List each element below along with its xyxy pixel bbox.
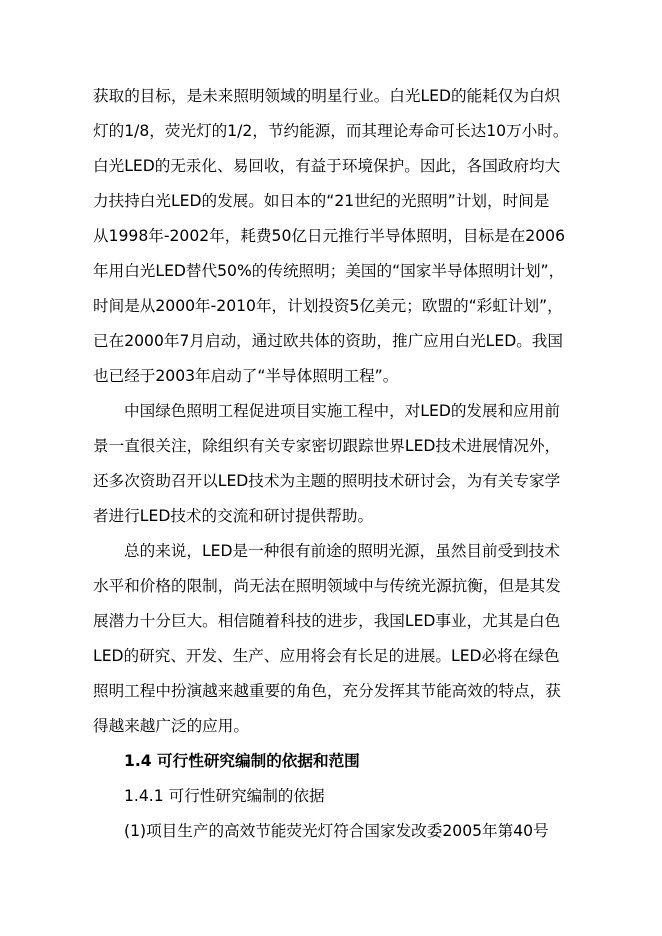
paragraph-line: 者进行LED技术的交流和研讨提供帮助。 [93,507,374,525]
paragraph-line: 年用白光LED替代50%的传统照明；美国的“国家半导体照明计划”， [93,262,565,280]
paragraph-line: 也已经于2003年启动了“半导体照明工程”。 [93,367,399,385]
subsection-heading: 1.4.1 可行性研究编制的依据 [124,787,325,805]
paragraph-line: 力扶持白光LED的发展。如日本的“21世纪的光照明”计划，时间是 [93,192,550,210]
paragraph-line: 得越来越广泛的应用。 [93,717,249,735]
paragraph-line: 照明工程中扮演越来越重要的角色，充分发挥其节能高效的特点，获 [93,682,561,700]
paragraph-line: 白光LED的无汞化、易回收，有益于环境保护。因此，各国政府均大 [93,157,561,175]
paragraph-line: 已在2000年7月启动，通过欧共体的资助，推广应用白光LED。我国 [93,332,563,350]
paragraph-line: 水平和价格的限制，尚无法在照明领域中与传统光源抗衡，但是其发 [93,577,561,595]
paragraph-line: 从1998年-2002年，耗费50亿日元推行半导体照明，目标是在2006 [93,227,565,245]
paragraph-line: (1)项目生产的高效节能荧光灯符合国家发改委2005年第40号 [124,822,549,840]
paragraph-line: 还多次资助召开以LED技术为主题的照明技术研讨会，为有关专家学 [93,472,561,490]
paragraph-line: 景一直很关注，除组织有关专家密切跟踪世界LED技术进展情况外， [93,437,561,455]
paragraph-line: 总的来说，LED是一种很有前途的照明光源，虽然目前受到技术 [124,542,560,560]
paragraph-line: 中国绿色照明工程促进项目实施工程中，对LED的发展和应用前 [124,402,560,420]
paragraph-line: 灯的1/8，荧光灯的1/2，节约能源，而其理论寿命可长达10万小时。 [93,122,569,140]
paragraph-line: 时间是从2000年-2010年，计划投资5亿美元；欧盟的“彩虹计划”， [93,297,563,315]
paragraph-line: LED的研究、开发、生产、应用将会有长足的进展。LED必将在绿色 [93,647,560,665]
paragraph-line: 展潜力十分巨大。相信随着科技的进步，我国LED事业，尤其是白色 [93,612,561,630]
paragraph-line: 获取的目标，是未来照明领域的明星行业。白光LED的能耗仅为白炽 [93,87,561,105]
section-heading: 1.4 可行性研究编制的依据和范围 [124,752,360,770]
